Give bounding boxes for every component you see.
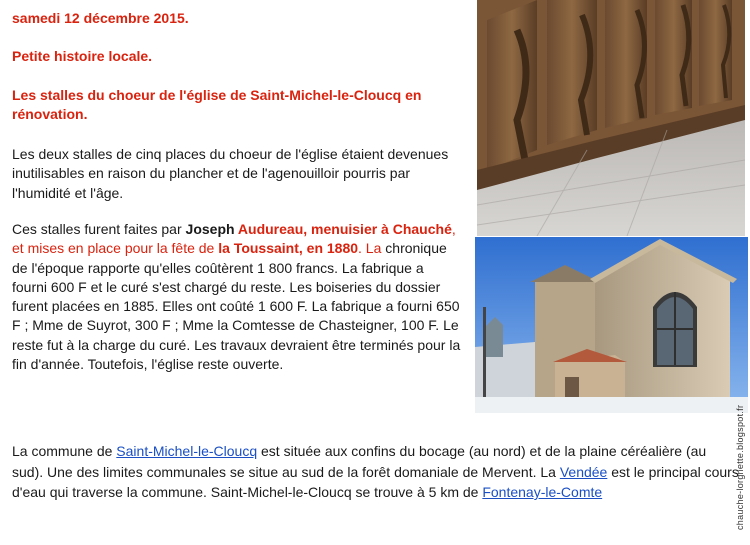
- post-heading: Les stalles du choeur de l'église de Saint-Michel-le-Cloucq en rénovation.: [12, 87, 422, 122]
- paragraph-stalls-condition: Les deux stalles de cinq places du choeur de l'église étaient devenues inutilisables en raison du plancher et de l'agenouilloir pourris par l'humidité et l'âge.: [12, 146, 449, 201]
- text-segment: est le principal cours d'eau qui traverse la commune. Saint-Michel-le-Cloucq se trouve à 5 km de: [12, 463, 739, 500]
- blog-watermark: chauche-lorgnette.blogspot.fr: [735, 404, 745, 530]
- post-subtitle: Petite histoire locale.: [12, 48, 153, 64]
- craftsman-first-name: Joseph: [185, 221, 235, 237]
- event-date: la Toussaint, en 1880: [218, 240, 359, 257]
- text-segment: Ces stalles furent faites par: [12, 221, 186, 237]
- craftsman-name: Audureau, menuisier à Chauché: [234, 221, 452, 237]
- fontenay-le-comte-link[interactable]: Fontenay-le-Comte: [482, 484, 603, 500]
- vendee-link[interactable]: Vendée: [559, 463, 608, 480]
- commune-paragraph: [12, 441, 740, 503]
- text-segment: chronique de l'époque rapporte qu'elles coûtèrent 1 800 francs. La fabrique a fourni 600 F et le curé s'est chargé du reste. Les boiseries du dossier furent placées en 1885. Elles ont coûté 1 600 F. La fabrique a fourni 650 F ; Mme de Suyrot, 300 F ; Mme la Comtesse de Chasteigner, 100 F. Le reste fut à la charge du curé. Les travaux devraient être terminés pour la fin d'année. Toutefois, l'église reste ouverte.: [12, 240, 461, 373]
- text-segment: est située aux confins du bocage (au nord) et de la plaine céréalière (au sud). Une des limites communales se situe au sud de la forêt domaniale de Mervent. La: [12, 443, 707, 480]
- text-segment: La commune de: [12, 443, 117, 459]
- text-segment: , et mises en place pour la fête de: [12, 221, 456, 257]
- post-date: samedi 12 décembre 2015.: [12, 10, 189, 26]
- text-segment: . La: [358, 240, 382, 257]
- church-photo: [475, 237, 748, 413]
- choir-stalls-photo: [477, 0, 745, 236]
- paragraph-stalls-history: [12, 220, 462, 374]
- saint-michel-le-cloucq-link[interactable]: Saint-Michel-le-Cloucq: [116, 443, 258, 459]
